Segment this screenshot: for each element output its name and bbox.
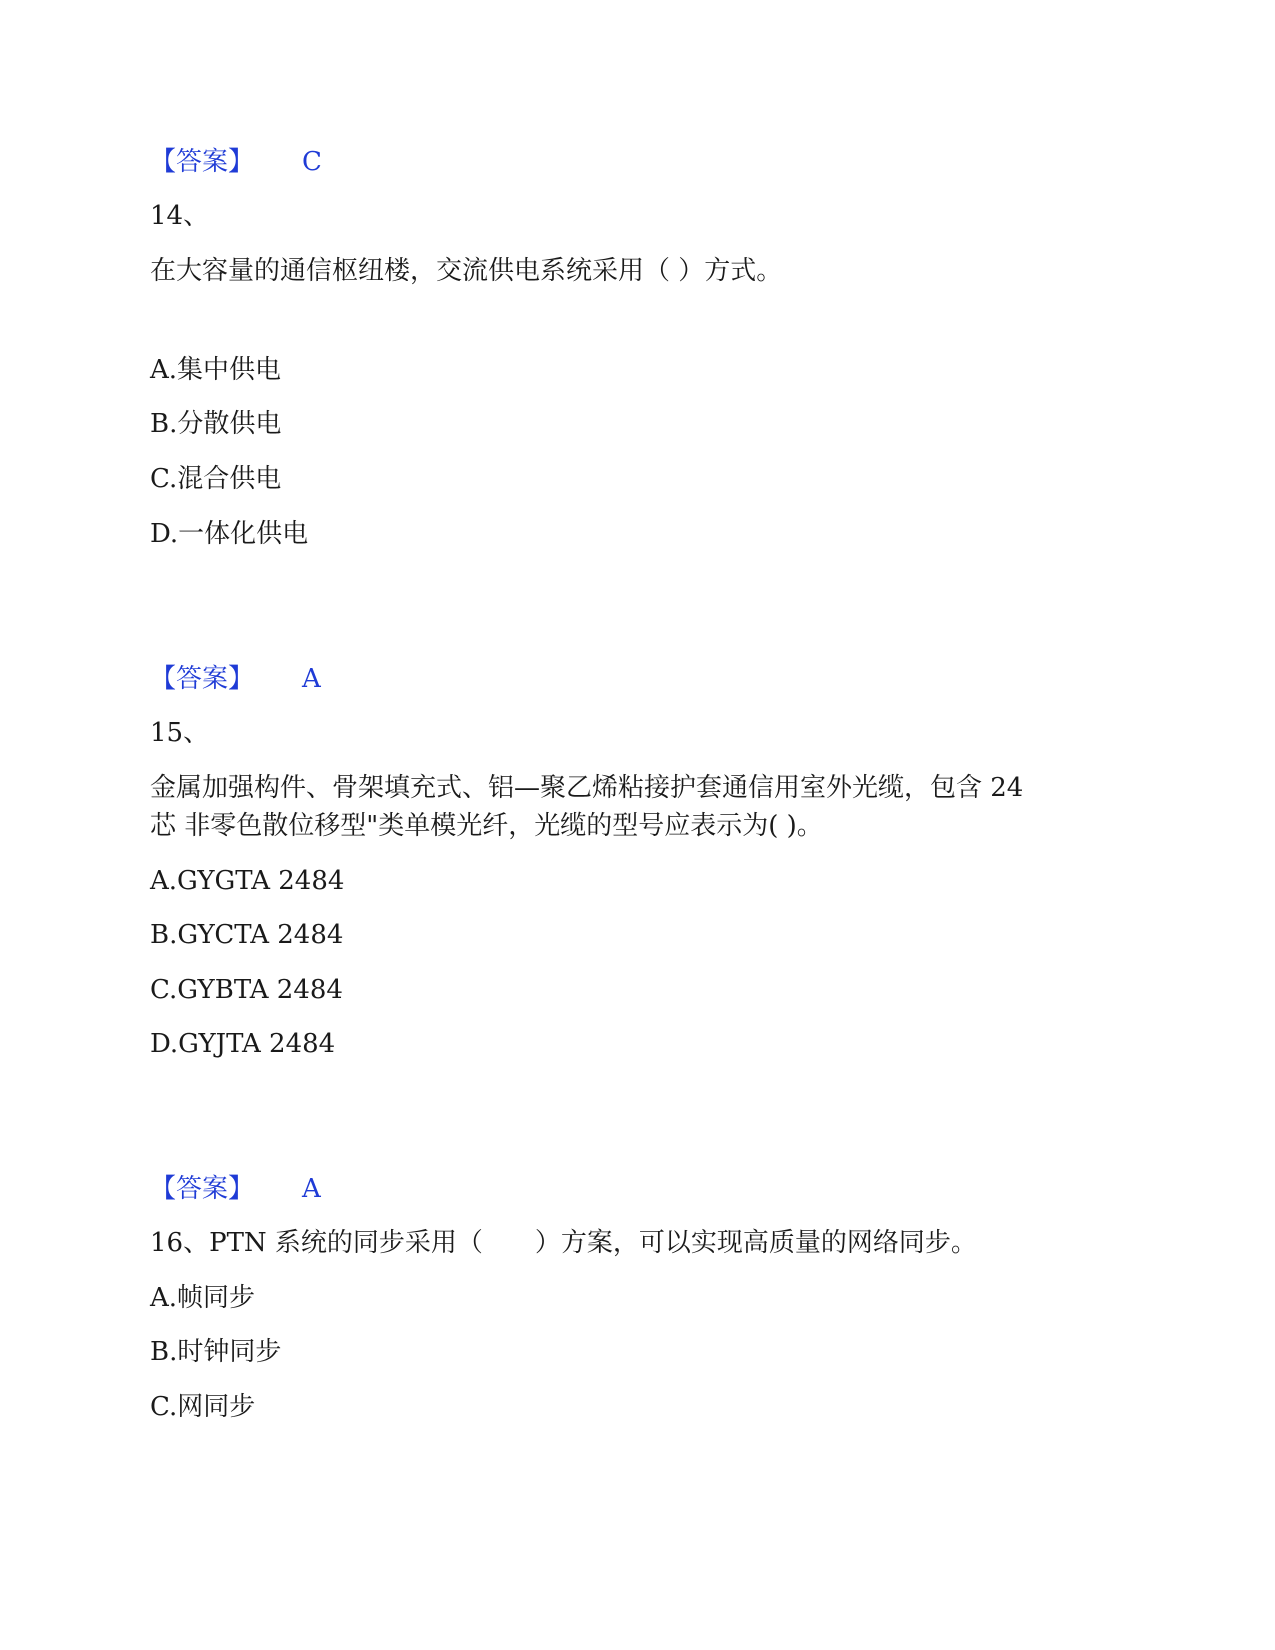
question-16-option-a: A.帧同步: [150, 1283, 256, 1313]
answer-value: C: [302, 147, 322, 177]
question-15-option-c: C.GYBTA 2484: [150, 975, 343, 1005]
question-14-number: 14、: [150, 201, 210, 231]
question-14-option-d: D.一体化供电: [150, 519, 309, 549]
answer-value: A: [302, 664, 321, 694]
answer-13: [150, 145, 322, 179]
answer-label: 【答案】: [150, 147, 255, 177]
answer-15: [150, 1172, 321, 1206]
answer-value: A: [302, 1174, 321, 1204]
question-14-option-b: B.分散供电: [150, 409, 282, 439]
question-15-option-a: A.GYGTA 2484: [150, 866, 345, 896]
question-15-option-b: B.GYCTA 2484: [150, 920, 344, 950]
question-16-stem: 16、PTN 系统的同步采用（ ）方案，可以实现高质量的网络同步。: [150, 1228, 977, 1258]
question-15-option-d: D.GYJTA 2484: [150, 1029, 336, 1059]
question-16-option-c: C.网同步: [150, 1392, 256, 1422]
question-15-stem-line1: 金属加强构件、骨架填充式、铝—聚乙烯粘接护套通信用室外光缆，包含 24: [150, 773, 1024, 803]
question-14-option-c: C.混合供电: [150, 464, 282, 494]
answer-14: [150, 662, 321, 696]
question-15-stem-line2: 芯 非零色散位移型"类单模光纤，光缆的型号应表示为( )。: [150, 811, 823, 841]
question-15-number: 15、: [150, 718, 210, 748]
question-14-option-a: A.集中供电: [150, 355, 282, 385]
answer-label: 【答案】: [150, 664, 255, 694]
question-14-stem: 在大容量的通信枢纽楼，交流供电系统采用（ ）方式。: [150, 256, 783, 286]
answer-label: 【答案】: [150, 1174, 255, 1204]
question-16-option-b: B.时钟同步: [150, 1337, 282, 1367]
